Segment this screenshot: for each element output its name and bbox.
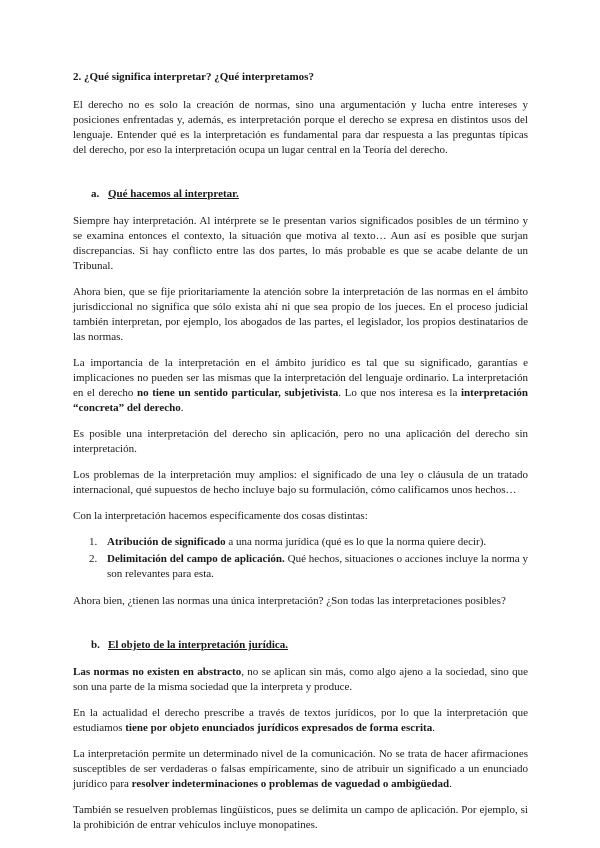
paragraph-a5: Los problemas de la interpretación muy amplios: el significado de una ley o cláusula de un tratado internacional, qué supuestos de hecho incluye bajo su formulación, cómo calificamos unos hechos… (73, 469, 528, 496)
paragraph-a1: Siempre hay interpretación. Al intérprete se le presentan varios significados posibles de un término y se examina entonces el contexto, la situación que motiva al texto… Aun así es posible que surjan discrepancias. Si hay conflicto entre las dos partes, lo más probable es que se acabe delante de un Tribunal. (73, 215, 528, 272)
section-title: 2. ¿Qué significa interpretar? ¿Qué interpretamos? (73, 71, 314, 83)
list-item: 2. Delimitación del campo de aplicación. Qué hechos, situaciones o acciones incluye la norma y son relevantes para esta. (89, 553, 528, 580)
paragraph-a7: Ahora bien, ¿tienen las normas una única interpretación? ¿Son todas las interpretaciones posibles? (73, 595, 506, 607)
subsection-b-heading (73, 638, 528, 653)
paragraph-a2: Ahora bien, que se fije prioritariamente la atención sobre la interpretación de las normas en el ámbito jurisdiccional no significa que sólo exista ahí ni que sea propio de los jueces. En el proceso judicial también interpretan, por ejemplo, los abogados de las partes, el legislador, los propios destinatarios de las normas. (73, 286, 528, 343)
paragraph-a4: Es posible una interpretación del derecho sin aplicación, pero no una aplicación del derecho sin interpretación. (73, 428, 528, 455)
subsection-a-title: Qué hacemos al interpretar. (108, 188, 239, 200)
paragraph-b4: También se resuelven problemas lingüísticos, pues se delimita un campo de aplicación. Por ejemplo, si la prohibición de entrar vehículos incluye monopatines. (73, 804, 528, 831)
numbered-list (73, 535, 528, 582)
paragraph-a3: La importancia de la interpretación en el ámbito jurídico es tal que su significado, garantías e implicaciones no pueden ser las mismas que la interpretación del lenguaje ordinario. La interpretación en el derecho no tiene un sentido particular, subjetivista. Lo que nos interesa es la interpretación “concreta” del derecho. (73, 357, 528, 414)
intro-paragraph: El derecho no es solo la creación de normas, sino una argumentación y lucha entre intereses y posiciones enfrentadas y, además, es interpretación porque el derecho se expresa en distintos usos del lenguaje. Entender qué es la interpretación es fundamental para dar respuesta a las preguntas típicas del derecho, por eso la interpretación ocupa un lugar central en la Teoría del derecho. (73, 99, 528, 156)
subsection-a-heading (73, 187, 528, 202)
subsection-b-title: El objeto de la interpretación jurídica. (108, 639, 289, 651)
emphasis-concreta: interpretación “concreta” del derecho (73, 387, 528, 414)
list-item: 1. Atribución de significado a una norma jurídica (qué es lo que la norma quiere decir). (89, 536, 487, 548)
paragraph-b1: Las normas no existen en abstracto, no se aplican sin más, como algo ajeno a la sociedad, sino que son una parte de la misma sociedad que la interpreta y produce. (73, 666, 528, 693)
emphasis-enunciados: tiene por objeto enunciados jurídicos expresados de forma escrita (125, 722, 433, 734)
paragraph-b2: En la actualidad el derecho prescribe a través de textos jurídicos, por lo que la interpretación que estudiamos tiene por objeto enunciados jurídicos expresados de forma escrita. (73, 707, 528, 734)
paragraph-a6: Con la interpretación hacemos específicamente dos cosas distintas: (73, 510, 368, 522)
emphasis-abstracto: Las normas no existen en abstracto (73, 666, 242, 678)
emphasis-indeterminaciones: resolver indeterminaciones o problemas de vaguedad o ambigüedad (131, 778, 450, 790)
emphasis-subjetivista: no tiene un sentido particular, subjetivista (136, 387, 339, 399)
subsection-a-letter: a. (91, 188, 100, 200)
document-body (73, 70, 528, 844)
subsection-b-letter: b. (91, 639, 100, 651)
paragraph-b3: La interpretación permite un determinado nivel de la comunicación. No se trata de hacer afirmaciones susceptibles de ser verdaderas o falsas empíricamente, sino de atribuir un significado a un enunciado jurídico para resolver indeterminaciones o problemas de vaguedad o ambigüedad. (73, 748, 528, 790)
